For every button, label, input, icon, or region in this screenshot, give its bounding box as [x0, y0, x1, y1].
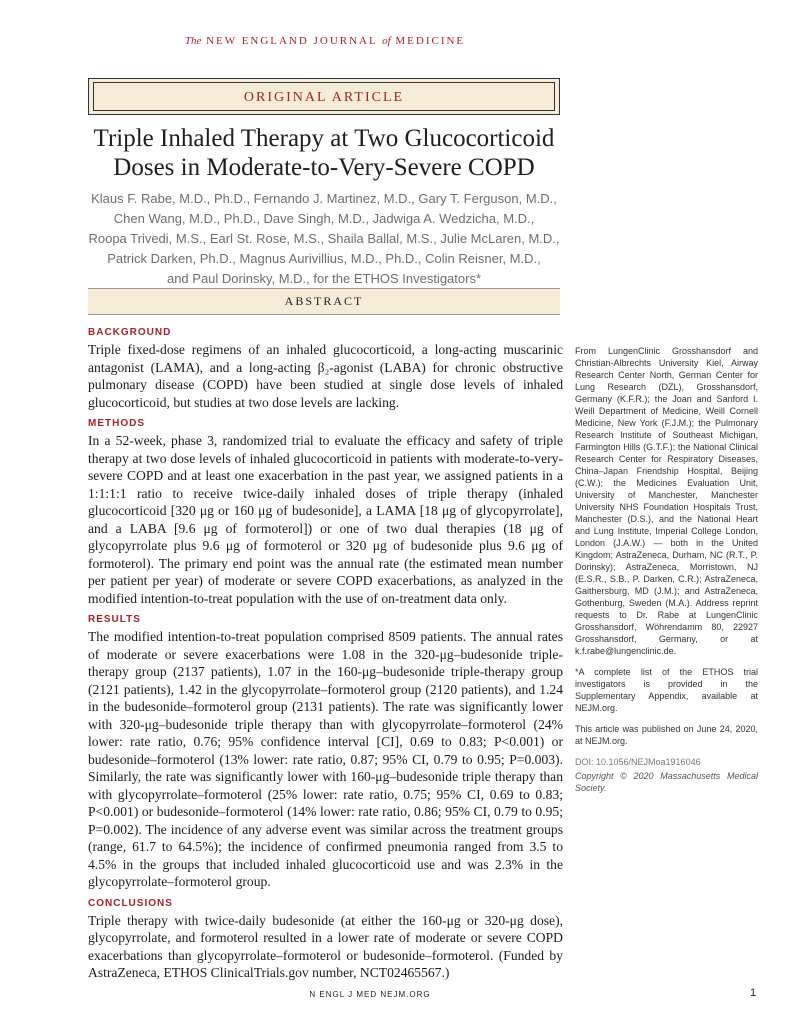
page-footer: N ENGL J MED NEJM.ORG	[309, 990, 431, 999]
methods-section	[88, 417, 563, 607]
journal-name: NEW ENGLAND JOURNAL	[206, 35, 378, 47]
author-line: Chen Wang, M.D., Ph.D., Dave Singh, M.D., Jadwiga A. Wedzicha, M.D.,	[113, 211, 535, 226]
sidebar	[575, 345, 758, 803]
publication-note: This article was published on June 24, 2020, at NEJM.org.	[575, 724, 758, 746]
methods-text: In a 52-week, phase 3, randomized trial to evaluate the efficacy and safety of triple therapy at two dose levels of inhaled glucocorticoid in patients with moderate-to-very-severe COPD and at least one exacerbation in the past year, we assigned patients in a 1:1:1:1 ratio to receive twice-daily inhaled doses of triple therapy (inhaled glucocorticoid [320 μg or 160 μg of budesonide], a LAMA [18 μg of glycopyrrolate], and a LABA [9.6 μg of formoterol]) or one of two dual therapies (18 μg of glycopyrrolate plus 9.6 μg of formoterol or 320 μg of budesonide plus 9.6 μg of formoterol). The primary end point was the annual rate (the estimated mean number per patient per year) of moderate or severe COPD exacerbations, as analyzed in the modified intention-to-treat population with the use of on-treatment data only.	[88, 433, 563, 606]
conclusions-section	[88, 897, 563, 982]
conclusions-heading: CONCLUSIONS	[88, 897, 173, 909]
methods-heading: METHODS	[88, 418, 145, 429]
doi: DOI: 10.1056/NEJMoa1916046	[575, 757, 701, 767]
author-line: and Paul Dorinsky, M.D., for the ETHOS Investigators*	[166, 271, 482, 286]
background-section	[88, 326, 563, 411]
background-heading: BACKGROUND	[88, 327, 172, 338]
author-line: Klaus F. Rabe, M.D., Ph.D., Fernando J. Martinez, M.D., Gary T. Ferguson, M.D.,	[91, 191, 557, 206]
journal-of: of	[382, 35, 391, 47]
page-number: 1	[750, 987, 757, 999]
title-line-2: Doses in Moderate-to-Very-Severe COPD	[113, 154, 535, 181]
conclusions-text: Triple therapy with twice-daily budesonide (at either the 160-μg or 320-μg dose), glycopyrrolate, and formoterol resulted in a lower rate of moderate or severe COPD exacerbations than glycopyrrolate–formoterol or budesonide–formoterol. (Funded by AstraZeneca, ETHOS ClinicalTrials.gov number, NCT02465567.)	[88, 912, 563, 980]
results-text: The modified intention-to-treat population comprised 8509 patients. The annual rates of moderate or severe exacerbations were 1.08 in the 320-μg–budesonide triple-therapy group (2137 patients), 1.07 in the 160-μg–budesonide triple-therapy group (2121 patients), 1.42 in the glycopyrrolate–formoterol group (2120 patients), and 1.24 in the budesonide–formoterol group (2131 patients). The rate was significantly lower with 320-μg–budesonide triple therapy than with glycopyrrolate–formoterol (24% lower: rate ratio, 0.76; 95% confidence interval [CI], 0.69 to 0.83; P<0.001) or budesonide–formoterol (13% lower: rate ratio, 0.87; 95% CI, 0.79 to 0.95; P=0.003). Similarly, the rate was significantly lower with 160-μg–budesonide triple therapy than with glycopyrrolate–formoterol (25% lower: rate ratio, 0.75; 95% CI, 0.69 to 0.83; P<0.001) or budesonide–formoterol (14% lower: rate ratio, 0.86; 95% CI, 0.79 to 0.95; P=0.002). The incidence of any adverse event was similar across the treatment groups (range, 61.7 to 64.5%); the incidence of confirmed pneumonia ranged from 3.5 to 4.5% in the groups that included inhaled glucocorticoid use and was 2.3% in the glycopyrrolate–formoterol group.	[88, 629, 563, 889]
journal-header	[0, 35, 650, 47]
article-title	[40, 124, 608, 182]
article-type-label: ORIGINAL ARTICLE	[93, 82, 555, 111]
journal-medicine: MEDICINE	[395, 35, 466, 47]
author-line: Patrick Darken, Ph.D., Magnus Aurivillius, M.D., Ph.D., Colin Reisner, M.D.,	[107, 251, 541, 266]
affiliations: From LungenClinic Grosshansdorf and Christian-Albrechts University Kiel, Airway Research Center North, German Center for Lung Research (DZL), Grosshansdorf, Germany (K.F.R.); the Joan and Sanford I. Weill Department of Medicine, Weill Cornell Medicine, New York (F.J.M.); the Pulmonary Research Institute of Southeast Michigan, Farmington Hills (G.T.F.); the National Clinical Research Center for Respiratory Diseases, China–Japan Friendship Hospital, Beijing (C.W.); the Medicines Evaluation Unit, University of Manchester, Manchester University NHS Foundation Hospitals Trust, Manchester (D.S.), and the National Heart and Lung Institute, Imperial College London, London (J.A.W.) — both in the United Kingdom; AstraZeneca, Durham, NC (R.T., P. Dorinsky); AstraZeneca, Morristown, NJ (E.S.R., S.B., P. Darken, C.R.); AstraZeneca, Gaithersburg, MD (J.M.); and AstraZeneca, Gothenburg, Sweden (M.A.). Address reprint requests to Dr. Rabe at LungenClinic Grosshansdorf, Wöhrendamm 80, 22927 Grosshansdorf, Germany, or at k.f.rabe@lungenclinic.de.	[575, 346, 758, 656]
author-line: Roopa Trivedi, M.S., Earl St. Rose, M.S., Shaila Ballal, M.S., Julie McLaren, M.D.,	[88, 231, 560, 246]
abstract-body	[88, 326, 563, 988]
results-section	[88, 613, 563, 891]
journal-the: The	[184, 35, 202, 47]
article-type-banner	[88, 78, 560, 115]
investigators-footnote: *A complete list of the ETHOS trial investigators is provided in the Supplementary Appendix, available at NEJM.org.	[575, 667, 758, 713]
title-line-1: Triple Inhaled Therapy at Two Glucocorticoid	[93, 125, 555, 152]
abstract-heading: ABSTRACT	[88, 288, 560, 315]
results-heading: RESULTS	[88, 614, 141, 625]
author-list	[40, 189, 608, 289]
background-text: Triple fixed-dose regimens of an inhaled glucocorticoid, a long-acting muscarinic antagonist (LAMA), and a long-acting β₂-agonist (LABA) for chronic obstructive pulmonary disease (COPD) have been studied at single dose levels of inhaled glucocorticoid, but studies at two dose levels are lacking.	[88, 342, 563, 410]
copyright: Copyright © 2020 Massachusetts Medical Society.	[575, 771, 758, 793]
